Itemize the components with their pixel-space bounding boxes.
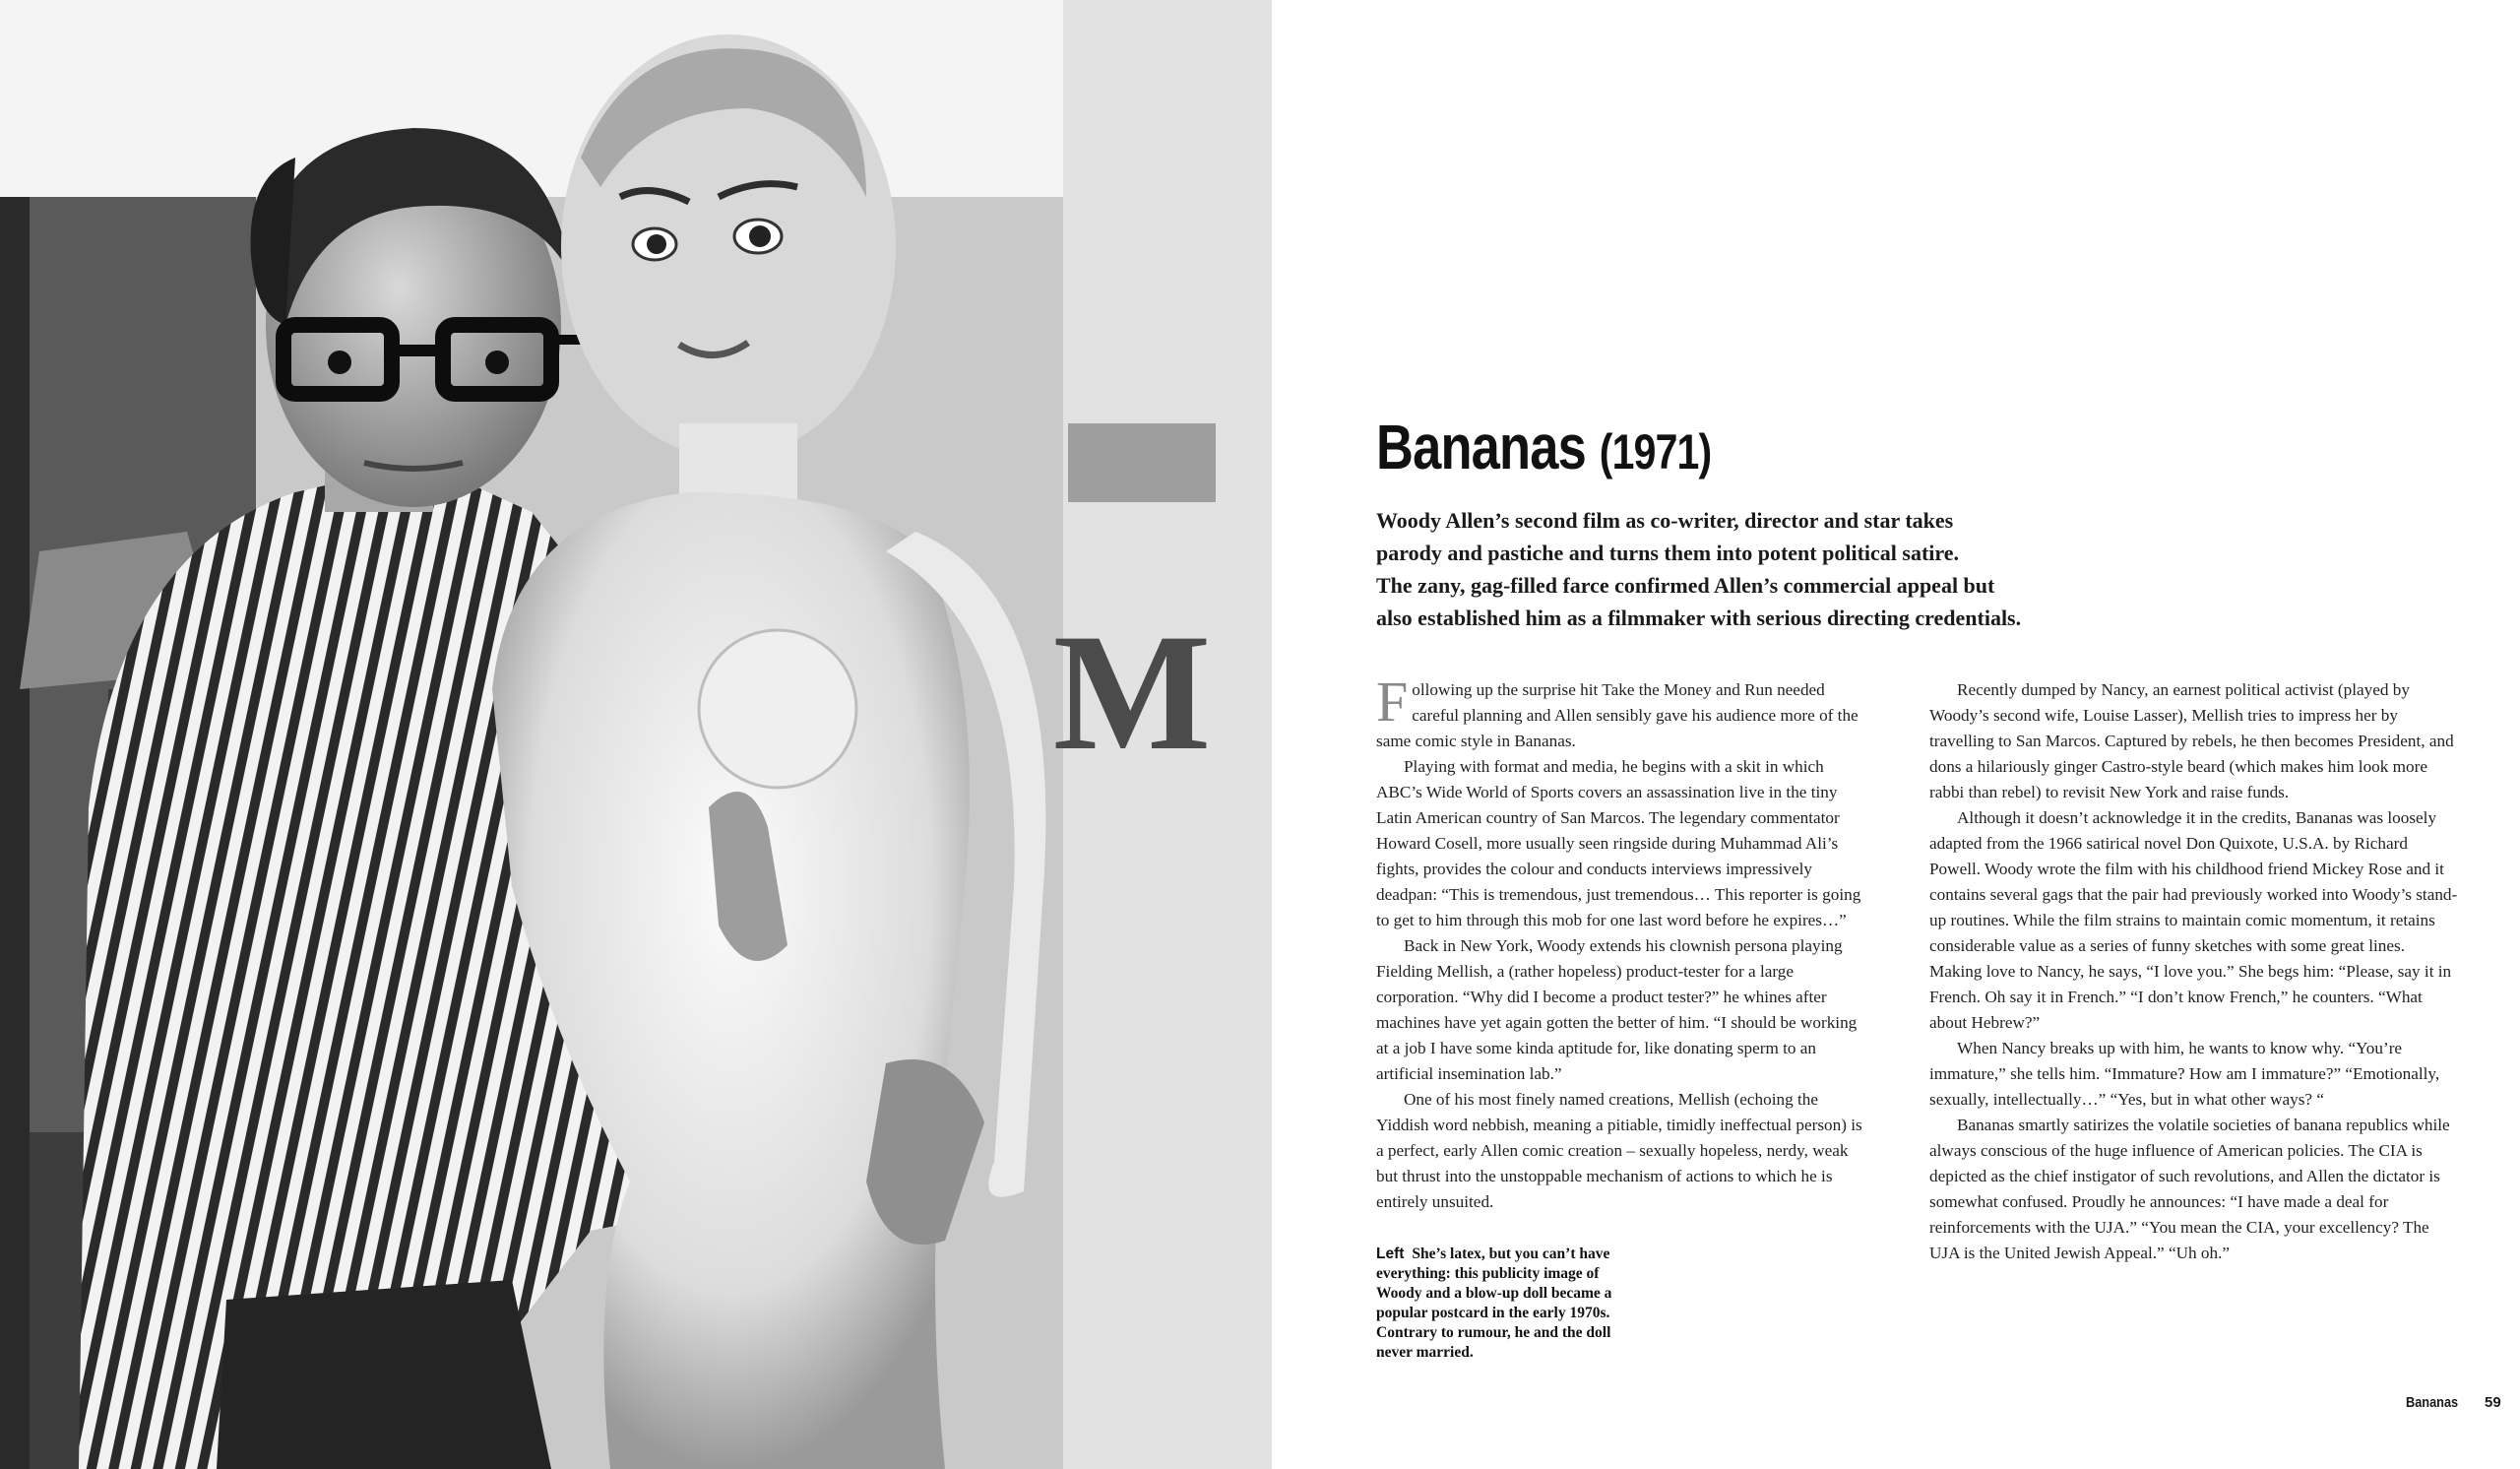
standfirst-line: parody and pastiche and turns them into potent political satire. bbox=[1376, 541, 1960, 565]
paragraph-text: ollowing up the surprise hit Take the Money and Run needed careful planning and Allen sensibly gave his audience more of the same comic style in Bananas. bbox=[1376, 680, 1858, 750]
page-number: 59 bbox=[2485, 1394, 2501, 1411]
body-paragraph: One of his most finely named creations, Mellish (echoing the Yiddish word nebbish, meaning a pitiable, timidly ineffectual person) is a perfect, early Allen comic creation – sexually hopeless, nerdy, weak but thrust into the unstoppable mechanism of actions to which he is entirely unsuited. bbox=[1376, 1090, 1862, 1211]
body-column-1 bbox=[1376, 670, 1868, 1215]
title-text: Bananas bbox=[1376, 412, 1587, 482]
caption-label: Left bbox=[1376, 1245, 1405, 1262]
body-paragraph: When Nancy breaks up with him, he wants to know why. “You’re immature,” she tells him. “Immature? How am I immature?” “Emotionally, sexually, intellectually…” “Yes, but in what other ways? “ bbox=[1929, 1039, 2440, 1109]
body-paragraph: Back in New York, Woody extends his clownish persona playing Fielding Mellish, a (rather hopeless) product-tester for a large corporation. “Why did I become a product tester?” he whines after machines have yet again gotten the better of him. “I should be working at a job I have some kinda aptitude for, like donating sperm to an artificial insemination lab.” bbox=[1376, 936, 1858, 1083]
title-year: (1971) bbox=[1599, 424, 1712, 479]
body-paragraph: Although it doesn’t acknowledge it in the credits, Bananas was loosely adapted from the 1966 satirical novel Don Quixote, U.S.A. by Richard Powell. Woody wrote the film with his childhood friend Mickey Rose and it contains several gags that the pair had previously worked into Woody’s stand-up routines. While the film strains to maintain comic momentum, it retains considerable value as a series of funny sketches with some great lines. Making love to Nancy, he says, “I love you.” She begs him: “Please, say it in French. Oh say it in French.” “I don’t know French,” he counters. “What about Hebrew?” bbox=[1929, 808, 2458, 1032]
standfirst-line: The zany, gag-filled farce confirmed Allen’s commercial appeal but bbox=[1376, 573, 1995, 598]
body-paragraph: Playing with format and media, he begins with a skit in which ABC’s Wide World of Sports covers an assassination live in the tiny Latin American country of San Marcos. The legendary commentator Howard Cosell, more usually seen ringside during Muhammad Ali’s fights, provides the colour and conducts interviews impressively deadpan: “This is tremendous, just tremendous… This reporter is going to get to him through this mob for one last word before he expires…” bbox=[1376, 757, 1861, 929]
wall-letter: M bbox=[1052, 600, 1212, 785]
standfirst bbox=[1376, 504, 2085, 634]
caption-text: She’s latex, but you can’t have everything: this publicity image of Woody and a blow-up doll became a popular postcard in the early 1970s. Contrary to rumour, he and the doll never married. bbox=[1376, 1245, 1612, 1361]
drop-cap: F bbox=[1376, 670, 1409, 734]
standfirst-line: also established him as a filmmaker with serious directing credentials. bbox=[1376, 606, 2022, 630]
body-paragraph: Recently dumped by Nancy, an earnest political activist (played by Woody’s second wife, Louise Lasser), Mellish tries to impress her by travelling to San Marcos. Captured by rebels, he then becomes President, and dons a hilariously ginger Castro-style beard (which makes him look more rabbi than rebel) to revisit New York and raise funds. bbox=[1929, 680, 2454, 801]
running-head: Bananas bbox=[2406, 1394, 2459, 1411]
photo-caption bbox=[1376, 1245, 1642, 1363]
article-title bbox=[1376, 412, 1711, 487]
standfirst-line: Woody Allen’s second film as co-writer, director and star takes bbox=[1376, 508, 1954, 533]
body-paragraph bbox=[1376, 670, 1868, 754]
body-paragraph: Bananas smartly satirizes the volatile societies of banana republics while always conscious of the huge influence of American policies. The CIA is depicted as the chief instigator of such revolutions, and Allen the dictator is somewhat confused. Proudly he announces: “I have made a deal for reinforcements with the UJA.” “You mean the CIA, your excellency? The UJA is the United Jewish Appeal.” “Uh oh.” bbox=[1929, 1116, 2450, 1262]
body-column-2 bbox=[1929, 677, 2461, 1266]
